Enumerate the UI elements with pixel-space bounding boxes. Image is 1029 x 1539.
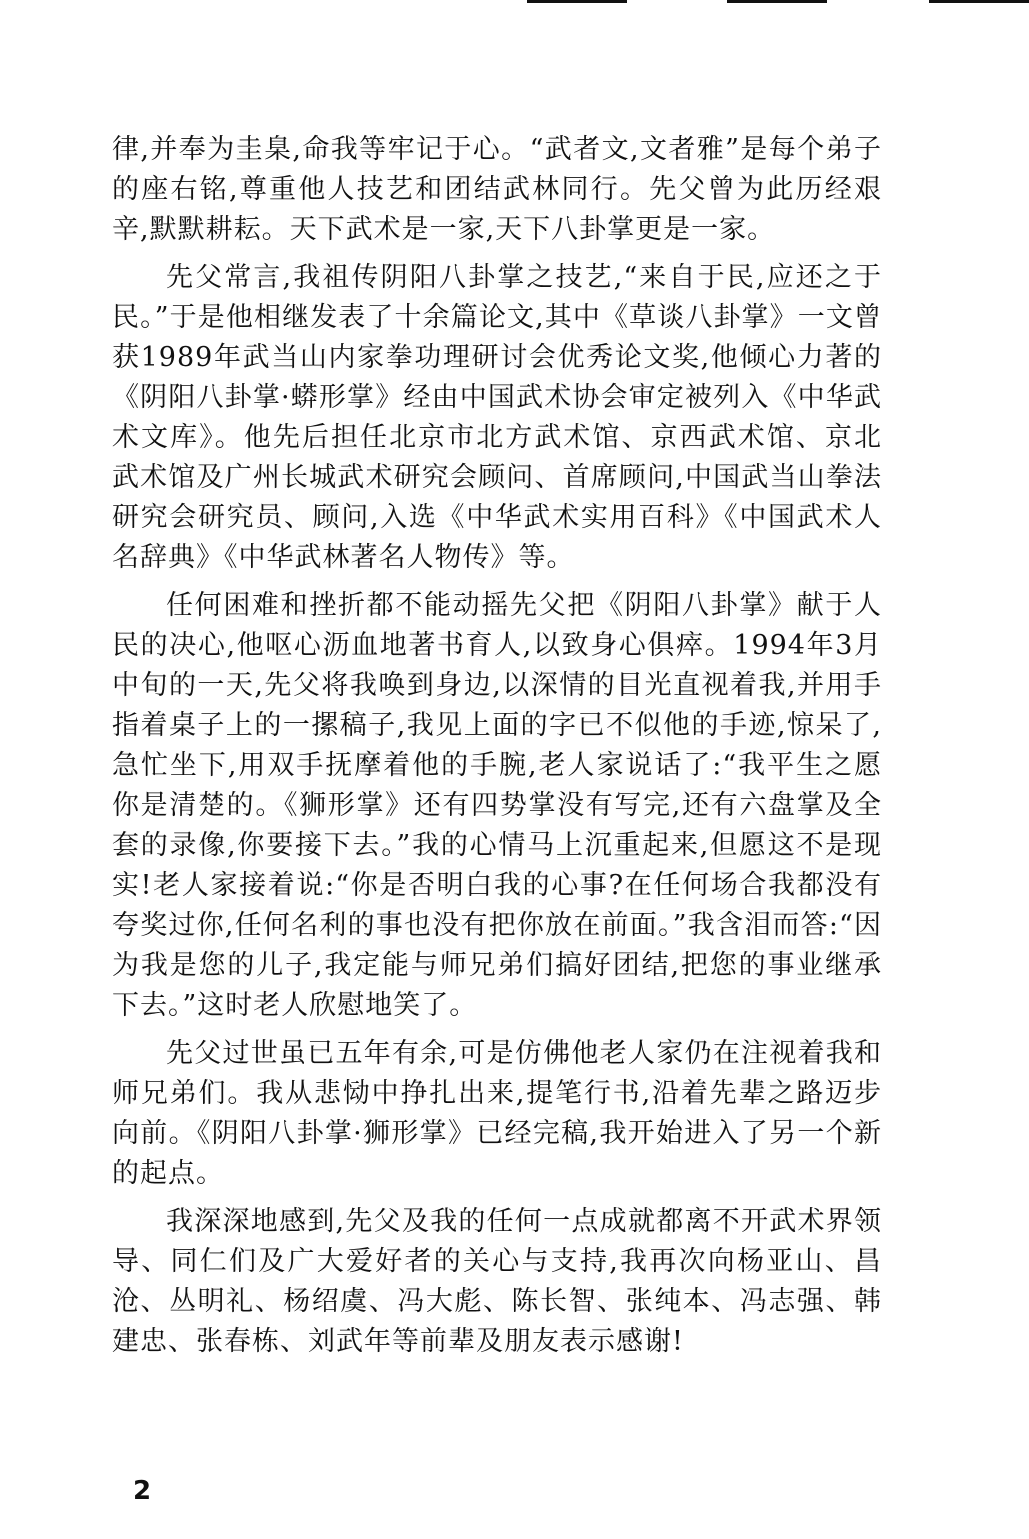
paragraph: 先父过世虽已五年有余,可是仿佛他老人家仍在注视着我和师兄弟们。我从悲恸中挣扎出来,提笔行书,沿着先辈之路迈步向前。《阴阳八卦掌·狮形掌》已经完稿,我开始进入了另一个新的起点。 [112,1038,882,1189]
header-rule-3 [929,0,1029,3]
paragraph: 任何困难和挫折都不能动摇先父把《阴阳八卦掌》献于人民的决心,他呕心沥血地著书育人,以致身心俱瘁。1994年3月中旬的一天,先父将我唤到身边,以深情的目光直视着我,并用手指着桌子上的一摞稿子,我见上面的字已不似他的手迹,惊呆了,急忙坐下,用双手抚摩着他的手腕,老人家说话了:“我平生之愿你是清楚的。《狮形掌》还有四势掌没有写完,还有六盘掌及全套的录像,你要接下去。”我的心情马上沉重起来,但愿这不是现实!老人家接着说:“你是否明白我的心事?在任何场合我都没有夸奖过你,任何名利的事也没有把你放在前面。”我含泪而答:“因为我是您的儿子,我定能与师兄弟们搞好团结,把您的事业继承下去。”这时老人欣慰地笑了。 [112,590,882,1021]
page-number: 2 [133,1476,152,1506]
page-body [112,130,882,1370]
paragraph: 我深深地感到,先父及我的任何一点成就都离不开武术界领导、同仁们及广大爱好者的关心与支持,我再次向杨亚山、昌沧、丛明礼、杨绍虞、冯大彪、陈长智、张纯本、冯志强、韩建忠、张春栋、刘武年等前辈及朋友表示感谢! [112,1206,882,1357]
paragraph-continued: 律,并奉为圭臬,命我等牢记于心。“武者文,文者雅”是每个弟子的座右铭,尊重他人技艺和团结武林同行。先父曾为此历经艰辛,默默耕耘。天下武术是一家,天下八卦掌更是一家。 [112,134,882,245]
paragraph: 先父常言,我祖传阴阳八卦掌之技艺,“来自于民,应还之于民。”于是他相继发表了十余篇论文,其中《草谈八卦掌》一文曾获1989年武当山内家拳功理研讨会优秀论文奖,他倾心力著的《阴阳八卦掌·蟒形掌》经由中国武术协会审定被列入《中华武术文库》。他先后担任北京市北方武术馆、京西武术馆、京北武术馆及广州长城武术研究会顾问、首席顾问,中国武当山拳法研究会研究员、顾问,入选《中华武术实用百科》《中国武术人名辞典》《中华武林著名人物传》等。 [112,262,882,573]
header-rule-2 [727,0,827,3]
header-rule-1 [527,0,627,3]
